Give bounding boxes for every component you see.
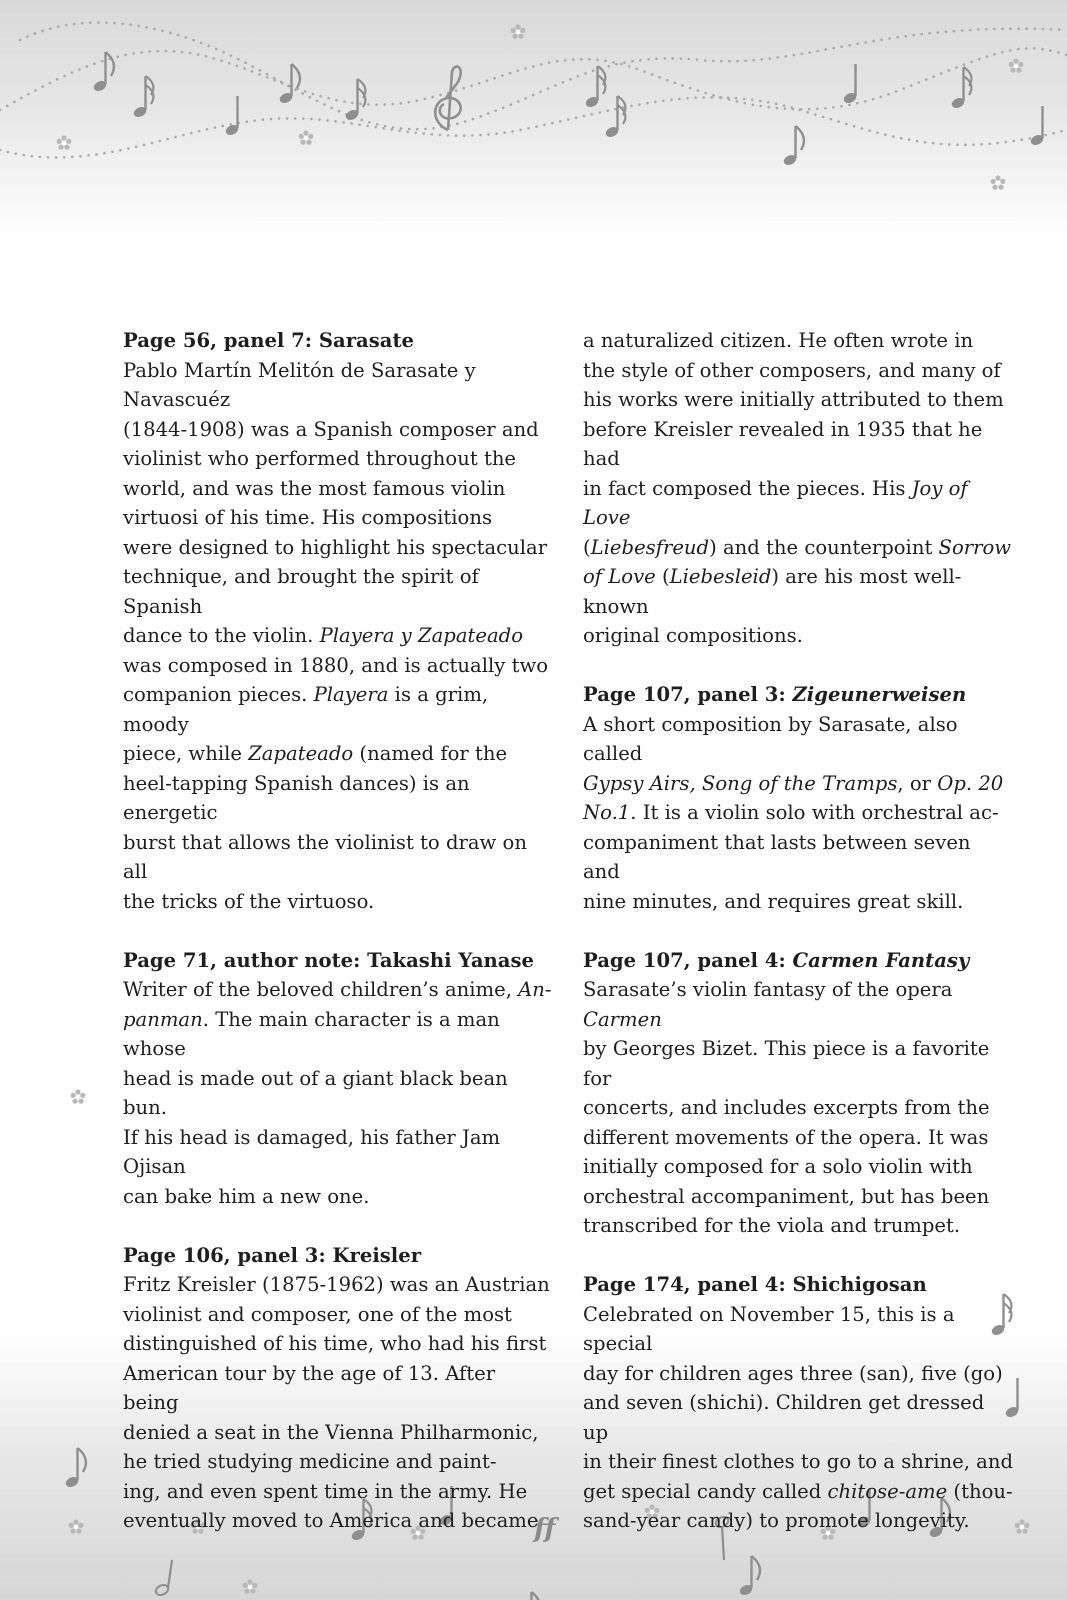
entry-heading: Page 106, panel 3: Kreisler: [123, 1243, 422, 1267]
eighth-note-icon: [518, 1592, 540, 1600]
sixteenth-note-icon: [584, 66, 605, 109]
entry-line: (1844-1908) was a Spanish composer and: [123, 417, 539, 441]
treble-clef-icon: [435, 67, 460, 130]
sixteenth-note-icon: [344, 79, 365, 122]
entry-line: he tried studying medicine and paint-: [123, 1450, 497, 1473]
glossary-entry: [583, 680, 1013, 916]
glossary-entry: [123, 946, 553, 1212]
entry-line: head is made out of a giant black bean bun.: [123, 1066, 508, 1119]
entry-line: denied a seat in the Vienna Philharmonic,: [123, 1420, 539, 1444]
flower-icon: [1009, 58, 1024, 72]
right-column: [583, 326, 1013, 1565]
entry-line: No.1. It is a violin solo with orchestral ac-: [583, 801, 999, 824]
entry-line: transcribed for the viola and trumpet.: [583, 1214, 961, 1237]
entry-line: of Love (Liebesleid) are his most well-known: [583, 565, 962, 618]
flower-icon: [299, 130, 314, 144]
flower-icon: [991, 175, 1006, 189]
entry-line: Celebrated on November 15, this is a special: [583, 1302, 955, 1355]
entry-line: heel-tapping Spanish dances) is an energetic: [123, 771, 470, 824]
entry-line: by Georges Bizet. This piece is a favorite for: [583, 1037, 990, 1090]
glossary-entry: [583, 326, 1013, 651]
entry-line: orchestral accompaniment, but has been: [583, 1184, 990, 1208]
entry-line: sand-year candy) to promote longevity.: [583, 1509, 970, 1532]
entry-line: burst that allows the violinist to draw on all: [123, 830, 527, 883]
entry-line: Writer of the beloved children’s anime, An-: [123, 978, 552, 1001]
quarter-note-icon: [842, 64, 858, 105]
entry-line: violinist and composer, one of the most: [123, 1302, 512, 1326]
flower-icon: [69, 1519, 84, 1533]
entry-line: the tricks of the virtuoso.: [123, 889, 375, 913]
entry-line: Gypsy Airs, Song of the Tramps, or Op. 20: [583, 771, 1004, 795]
entry-line: a naturalized citizen. He often wrote in: [583, 329, 974, 352]
entry-line: was composed in 1880, and is actually two: [123, 653, 549, 677]
flower-icon: [511, 24, 526, 38]
sixteenth-note-icon: [950, 67, 971, 110]
entry-heading: Page 71, author note: Takashi Yanase: [123, 948, 534, 972]
entry-line: day for children ages three (san), five (go): [583, 1361, 1003, 1385]
entry-heading: Page 107, panel 3: Zigeunerweisen: [583, 683, 967, 706]
half-note-icon: [154, 1560, 172, 1597]
entry-line: initially composed for a solo violin with: [583, 1155, 973, 1178]
fortissimo-mark: ff: [534, 1514, 556, 1544]
entry-line: nine minutes, and requires great skill.: [583, 889, 964, 913]
entry-line: can bake him a new one.: [123, 1184, 370, 1208]
entry-line: If his head is damaged, his father Jam Ojisan: [123, 1125, 501, 1178]
eighth-note-icon: [64, 1448, 86, 1489]
entry-line: virtuosi of his time. His compositions: [123, 506, 493, 529]
entry-line: eventually moved to America and became: [123, 1509, 539, 1532]
entry-line: get special candy called chitose-ame (thou-: [583, 1479, 1013, 1503]
glossary-entry: [123, 1241, 553, 1536]
entry-line: before Kreisler revealed in 1935 that he had: [583, 417, 983, 470]
entry-line: Fritz Kreisler (1875-1962) was an Austrian: [123, 1273, 550, 1296]
entry-line: world, and was the most famous violin: [123, 476, 506, 500]
sixteenth-note-icon: [604, 96, 625, 139]
entry-line: violinist who performed throughout the: [123, 447, 517, 470]
entry-line: in their finest clothes to go to a shrine, and: [583, 1450, 1014, 1473]
eighth-note-icon: [92, 52, 114, 93]
eighth-note-icon: [782, 126, 804, 167]
quarter-note-icon: [224, 96, 240, 137]
left-column: [123, 326, 553, 1565]
entry-line: companiment that lasts between seven and: [583, 830, 971, 883]
entry-heading: Page 107, panel 4: Carmen Fantasy: [583, 948, 970, 972]
entry-line: different movements of the opera. It was: [583, 1125, 989, 1149]
entry-line: panman. The main character is a man whose: [123, 1007, 500, 1060]
entry-line: distinguished of his time, who had his first: [123, 1332, 547, 1355]
entry-line: American tour by the age of 13. After being: [123, 1361, 496, 1414]
glossary-entry: [123, 326, 553, 916]
entry-line: and seven (shichi). Children get dressed up: [583, 1391, 985, 1444]
entry-line: A short composition by Sarasate, also called: [583, 712, 958, 765]
entry-line: concerts, and includes excerpts from the: [583, 1096, 990, 1119]
entry-line: dance to the violin. Playera y Zapateado: [123, 624, 523, 647]
flower-icon: [1015, 1519, 1030, 1533]
entry-line: (Liebesfreud) and the counterpoint Sorrow: [583, 535, 1012, 559]
entry-heading: Page 174, panel 4: Shichigosan: [583, 1273, 927, 1296]
flower-icon: [243, 1579, 258, 1593]
glossary-entry: [583, 1270, 1013, 1536]
entry-line: were designed to highlight his spectacular: [123, 535, 548, 559]
sixteenth-note-icon: [132, 76, 153, 119]
entry-line: Sarasate’s violin fantasy of the opera Carmen: [583, 978, 953, 1031]
dotted-wave-lines: [0, 23, 1067, 158]
entry-line: his works were initially attributed to them: [583, 388, 1004, 411]
flower-icon: [57, 135, 72, 149]
entry-line: technique, and brought the spirit of Spanish: [123, 565, 479, 618]
entry-line: original compositions.: [583, 624, 803, 647]
entry-line: the style of other composers, and many of: [583, 358, 1001, 382]
entry-line: Pablo Martín Melitón de Sarasate y Navascuéz: [123, 358, 476, 411]
entry-line: in fact composed the pieces. His Joy of Love: [583, 476, 968, 529]
entry-line: piece, while Zapateado (named for the: [123, 742, 508, 765]
entry-line: companion pieces. Playera is a grim, moody: [123, 683, 489, 736]
flower-icon: [71, 1089, 86, 1103]
eighth-note-icon: [278, 64, 300, 105]
entry-line: ing, and even spent time in the army. He: [123, 1479, 528, 1503]
entry-heading: Page 56, panel 7: Sarasate: [123, 329, 414, 352]
quarter-note-icon: [1029, 106, 1045, 147]
glossary-entry: [583, 946, 1013, 1241]
